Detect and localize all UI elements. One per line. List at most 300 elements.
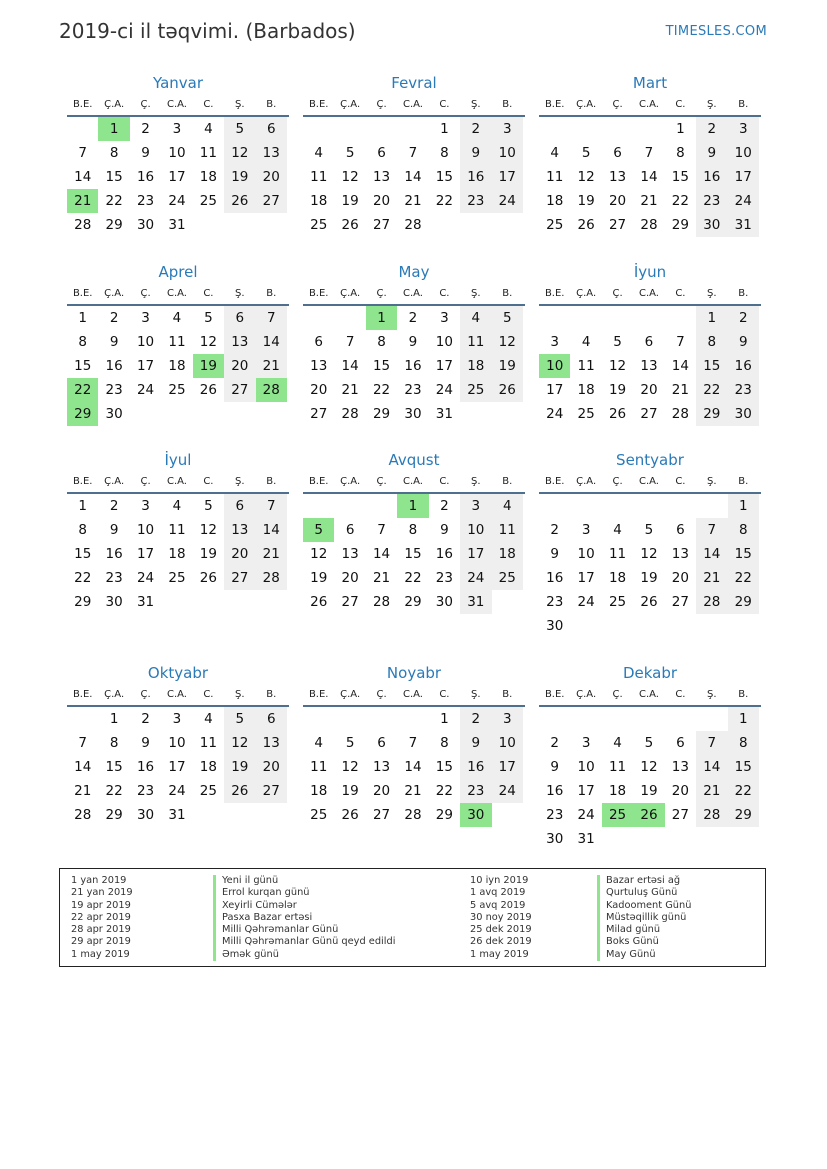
- day: 4: [492, 494, 523, 518]
- day: 6: [314, 334, 323, 350]
- legend-holiday-name: Milli Qəhrəmanlar Günü: [213, 924, 453, 936]
- day: 6: [345, 522, 355, 538]
- weekday-label: Ç.A.: [104, 476, 125, 487]
- legend-dates-right: [470, 875, 610, 961]
- day: 25: [310, 217, 328, 233]
- day: 4: [314, 145, 323, 161]
- month-name: Mart: [632, 74, 668, 92]
- day: 8: [408, 522, 418, 538]
- day: 24: [168, 783, 186, 799]
- day: 25: [608, 594, 627, 610]
- day: 8: [696, 330, 727, 354]
- month-name: Yanvar: [152, 74, 204, 92]
- weekday-header: [539, 684, 761, 707]
- day: 26: [640, 594, 658, 610]
- day: 5: [644, 522, 654, 538]
- legend-holiday-name: Kadooment Günü: [597, 900, 827, 912]
- weekday-label: C.A.: [402, 689, 423, 700]
- empty-cell: [539, 306, 570, 330]
- empty-cell: [67, 117, 98, 141]
- day: 17: [435, 358, 453, 374]
- weekday-label: B.: [738, 689, 749, 700]
- weekday-label: B.: [738, 476, 749, 487]
- day: 14: [404, 759, 422, 775]
- month-name: Noyabr: [386, 664, 442, 682]
- weekday-label: C.A.: [638, 99, 659, 110]
- day: 3: [141, 310, 150, 326]
- legend-date: 1 avq 2019: [470, 887, 526, 899]
- day: 12: [341, 759, 359, 775]
- day: 4: [613, 522, 622, 538]
- day: 10: [435, 334, 453, 350]
- empty-cell: [397, 707, 428, 731]
- legend-holiday-name: Milad günü: [597, 924, 827, 936]
- weekday-label: Ç.: [140, 99, 151, 110]
- day: 23: [105, 570, 123, 586]
- month-5: [303, 261, 525, 426]
- day: 13: [224, 330, 255, 354]
- day-grid: [539, 707, 761, 851]
- day: 6: [224, 494, 255, 518]
- empty-cell: [602, 117, 633, 141]
- brand-link[interactable]: TIMESLES.COM: [665, 24, 767, 39]
- day: 5: [613, 334, 622, 350]
- day: 14: [404, 169, 422, 185]
- day: 3: [492, 117, 523, 141]
- day: 10: [136, 522, 155, 538]
- day: 3: [440, 310, 449, 326]
- empty-cell: [633, 494, 664, 518]
- day: 4: [204, 711, 213, 727]
- legend-holiday-name: Əmək günü: [213, 949, 453, 961]
- weekday-label: C.: [439, 288, 450, 299]
- day: 9: [696, 141, 727, 165]
- day: 22: [435, 193, 453, 209]
- day: 30: [546, 831, 564, 847]
- month-12: [539, 662, 761, 851]
- holiday-day: 30: [460, 803, 491, 827]
- day: 19: [341, 783, 359, 799]
- day-grid: [67, 494, 289, 614]
- day: 17: [577, 570, 595, 586]
- day: 29: [728, 590, 759, 614]
- day: 19: [341, 193, 359, 209]
- weekday-label: Ç.A.: [340, 476, 361, 487]
- legend-holiday-name: Müstəqillik günü: [597, 912, 827, 924]
- day: 15: [728, 755, 759, 779]
- day: 18: [460, 354, 491, 378]
- legend-holiday-name: Pasxa Bazar ertəsi: [213, 912, 453, 924]
- weekday-label: B.: [266, 689, 277, 700]
- day: 23: [696, 189, 727, 213]
- month-name: Oktyabr: [147, 664, 209, 682]
- weekday-label: Ç.A.: [340, 288, 361, 299]
- day: 6: [256, 707, 287, 731]
- day: 7: [256, 306, 287, 330]
- day: 10: [168, 145, 186, 161]
- day: 14: [696, 542, 727, 566]
- day: 21: [256, 542, 287, 566]
- day: 11: [546, 169, 564, 185]
- day: 27: [671, 594, 689, 610]
- holiday-day: 1: [397, 494, 428, 518]
- day: 11: [460, 330, 491, 354]
- day: 3: [581, 735, 591, 751]
- day: 10: [168, 735, 186, 751]
- weekday-label: C.: [675, 288, 686, 299]
- day: 11: [492, 518, 523, 542]
- legend-date: 22 apr 2019: [71, 911, 131, 923]
- day: 19: [224, 755, 255, 779]
- day: 13: [256, 731, 287, 755]
- day: 29: [435, 807, 453, 823]
- weekday-label: C.A.: [638, 288, 659, 299]
- weekday-header: [303, 283, 525, 306]
- holiday-day: 1: [366, 306, 397, 330]
- month-name: İyun: [633, 263, 667, 281]
- day: 25: [310, 807, 328, 823]
- day: 12: [577, 169, 595, 185]
- weekday-label: Ş.: [707, 689, 717, 700]
- day: 11: [168, 522, 186, 538]
- day: 21: [404, 193, 422, 209]
- day: 20: [671, 783, 689, 799]
- day: 19: [310, 570, 328, 586]
- day: 19: [224, 165, 255, 189]
- empty-cell: [633, 306, 664, 330]
- holiday-day: 22: [67, 378, 98, 402]
- holiday-day: 10: [539, 354, 570, 378]
- empty-cell: [665, 306, 696, 330]
- day: 17: [168, 169, 186, 185]
- legend-date: 10 iyn 2019: [470, 875, 529, 886]
- empty-cell: [539, 494, 570, 518]
- day: 1: [109, 711, 119, 727]
- weekday-label: Ç.: [612, 476, 623, 487]
- day: 7: [256, 494, 287, 518]
- day: 29: [105, 217, 123, 233]
- day: 6: [644, 334, 654, 350]
- day: 11: [608, 759, 627, 775]
- day: 20: [310, 382, 328, 398]
- day: 22: [728, 566, 759, 590]
- day: 25: [546, 217, 564, 233]
- weekday-label: Ç.: [140, 288, 151, 299]
- day: 26: [341, 807, 359, 823]
- day: 18: [199, 759, 217, 775]
- month-name: İyul: [164, 451, 192, 469]
- day: 22: [372, 382, 391, 398]
- weekday-header: [539, 283, 761, 306]
- empty-cell: [397, 117, 428, 141]
- day: 23: [460, 779, 491, 803]
- day: 28: [341, 406, 359, 422]
- day: 6: [256, 117, 287, 141]
- day: 12: [199, 334, 217, 350]
- day: 9: [109, 334, 119, 350]
- weekday-label: Ç.A.: [340, 689, 361, 700]
- day: 20: [372, 193, 391, 209]
- day: 10: [577, 546, 595, 562]
- month-name: Fevral: [391, 74, 437, 92]
- day: 17: [460, 542, 491, 566]
- day: 28: [696, 590, 727, 614]
- day: 14: [671, 358, 689, 374]
- day: 3: [141, 498, 150, 514]
- empty-cell: [570, 117, 601, 141]
- day: 5: [345, 735, 355, 751]
- weekday-label: Ş.: [707, 288, 717, 299]
- weekday-label: Ş.: [235, 689, 245, 700]
- empty-cell: [570, 306, 601, 330]
- day: 19: [577, 193, 595, 209]
- empty-cell: [303, 707, 334, 731]
- legend-date: 1 may 2019: [470, 948, 529, 960]
- empty-cell: [696, 494, 727, 518]
- day: 9: [109, 522, 119, 538]
- day: 12: [608, 358, 627, 374]
- empty-cell: [334, 306, 365, 330]
- empty-cell: [366, 494, 397, 518]
- day: 16: [460, 165, 491, 189]
- day: 31: [460, 590, 491, 614]
- day: 16: [105, 358, 123, 374]
- day: 12: [341, 169, 359, 185]
- month-11: [303, 662, 525, 827]
- weekday-label: Ç.: [612, 99, 623, 110]
- weekday-label: C.A.: [166, 288, 187, 299]
- day: 12: [310, 546, 328, 562]
- weekday-label: C.: [439, 476, 450, 487]
- day: 22: [105, 193, 123, 209]
- day: 21: [696, 779, 727, 803]
- day: 1: [78, 310, 87, 326]
- weekday-label: Ç.A.: [576, 476, 597, 487]
- day: 28: [74, 807, 92, 823]
- day: 16: [435, 546, 453, 562]
- legend-date: 1 yan 2019: [71, 875, 127, 886]
- day: 13: [671, 546, 689, 562]
- holiday-day: 25: [602, 803, 633, 827]
- day: 13: [372, 759, 391, 775]
- day: 4: [581, 334, 591, 350]
- day: 9: [141, 145, 150, 161]
- weekday-label: C.A.: [166, 689, 187, 700]
- day: 7: [408, 145, 418, 161]
- day: 19: [640, 783, 658, 799]
- day: 8: [78, 334, 87, 350]
- day: 2: [728, 306, 759, 330]
- day: 16: [404, 358, 422, 374]
- day: 19: [640, 570, 658, 586]
- day: 5: [644, 735, 654, 751]
- weekday-label: Ç.: [376, 99, 387, 110]
- day: 24: [136, 382, 155, 398]
- day: 2: [460, 117, 491, 141]
- weekday-label: B.: [266, 476, 277, 487]
- day: 30: [435, 594, 453, 610]
- weekday-label: C.A.: [166, 99, 187, 110]
- empty-cell: [570, 707, 601, 731]
- day: 16: [136, 169, 155, 185]
- weekday-label: Ş.: [235, 476, 245, 487]
- day: 23: [136, 783, 155, 799]
- empty-cell: [334, 707, 365, 731]
- day: 5: [224, 707, 255, 731]
- day: 22: [435, 783, 453, 799]
- month-3: [539, 72, 761, 237]
- weekday-header: [67, 283, 289, 306]
- day: 10: [577, 759, 595, 775]
- weekday-label: Ş.: [471, 476, 481, 487]
- weekday-label: Ş.: [471, 689, 481, 700]
- day: 12: [492, 330, 523, 354]
- day: 8: [440, 145, 449, 161]
- day: 31: [577, 831, 595, 847]
- day: 21: [404, 783, 422, 799]
- weekday-label: C.: [203, 288, 214, 299]
- day: 15: [671, 169, 689, 185]
- day: 20: [608, 193, 627, 209]
- day: 28: [256, 566, 287, 590]
- legend-date: 19 apr 2019: [71, 899, 131, 911]
- day: 13: [256, 141, 287, 165]
- day: 21: [341, 382, 359, 398]
- weekday-label: B.E.: [544, 99, 565, 110]
- day: 30: [105, 594, 123, 610]
- day: 27: [341, 594, 359, 610]
- weekday-label: B.: [502, 476, 513, 487]
- empty-cell: [665, 494, 696, 518]
- legend-date: 1 may 2019: [71, 948, 130, 960]
- day: 11: [310, 759, 328, 775]
- day: 6: [676, 522, 685, 538]
- day: 17: [492, 165, 523, 189]
- day: 12: [640, 759, 658, 775]
- day: 2: [460, 707, 491, 731]
- day: 30: [728, 402, 759, 426]
- weekday-label: C.: [675, 99, 686, 110]
- day: 22: [74, 570, 92, 586]
- empty-cell: [334, 117, 365, 141]
- day: 3: [460, 494, 491, 518]
- day: 24: [577, 807, 595, 823]
- month-4: [67, 261, 289, 426]
- day: 30: [546, 618, 564, 634]
- day: 2: [696, 117, 727, 141]
- weekday-label: B.E.: [72, 476, 93, 487]
- day: 28: [404, 807, 422, 823]
- day: 30: [105, 406, 123, 422]
- day: 19: [608, 382, 627, 398]
- day: 31: [435, 406, 453, 422]
- legend-date: 5 avq 2019: [470, 899, 526, 911]
- day-grid: [539, 117, 761, 237]
- day: 2: [408, 310, 418, 326]
- day: 12: [224, 141, 255, 165]
- day-grid: [67, 707, 289, 827]
- month-name: Avqust: [388, 451, 440, 469]
- day: 8: [440, 735, 449, 751]
- weekday-label: B.E.: [308, 689, 329, 700]
- day: 28: [640, 217, 658, 233]
- day: 12: [640, 546, 658, 562]
- day: 25: [577, 406, 595, 422]
- weekday-label: C.A.: [638, 689, 659, 700]
- weekday-label: B.: [266, 288, 277, 299]
- day: 16: [136, 759, 155, 775]
- legend-holiday-name: Xeyirli Cümələr: [213, 900, 453, 912]
- day: 8: [109, 735, 119, 751]
- day: 14: [341, 358, 359, 374]
- weekday-label: B.: [738, 288, 749, 299]
- legend-holiday-name: Milli Qəhrəmanlar Günü qeyd edildi: [213, 936, 453, 948]
- day: 26: [224, 779, 255, 803]
- weekday-label: B.: [738, 99, 749, 110]
- weekday-header: [303, 94, 525, 117]
- day-grid: [303, 707, 525, 827]
- empty-cell: [366, 117, 397, 141]
- legend-date: 25 dek 2019: [470, 924, 532, 936]
- day-grid: [303, 117, 525, 237]
- day: 29: [696, 402, 727, 426]
- day: 16: [728, 354, 759, 378]
- day: 5: [204, 498, 213, 514]
- day: 17: [136, 358, 155, 374]
- day: 23: [435, 570, 453, 586]
- day: 25: [168, 382, 186, 398]
- day: 24: [577, 594, 595, 610]
- day: 13: [608, 169, 627, 185]
- day: 14: [256, 330, 287, 354]
- weekday-label: Ç.A.: [576, 288, 597, 299]
- day: 16: [460, 755, 491, 779]
- weekday-label: B.: [502, 99, 513, 110]
- day: 3: [492, 707, 523, 731]
- day: 13: [640, 358, 658, 374]
- empty-cell: [366, 707, 397, 731]
- day: 11: [199, 145, 217, 161]
- day: 10: [460, 518, 491, 542]
- weekday-label: Ç.: [376, 288, 387, 299]
- month-name: Sentyabr: [616, 451, 684, 469]
- day: 5: [581, 145, 591, 161]
- weekday-label: B.E.: [544, 476, 565, 487]
- empty-cell: [696, 707, 727, 731]
- day: 17: [728, 165, 759, 189]
- day: 28: [74, 217, 92, 233]
- weekday-label: Ç.A.: [340, 99, 361, 110]
- day: 27: [372, 807, 391, 823]
- day: 14: [74, 759, 92, 775]
- month-8: [303, 449, 525, 614]
- weekday-label: C.: [203, 476, 214, 487]
- empty-cell: [570, 494, 601, 518]
- day: 7: [696, 518, 727, 542]
- day: 26: [310, 594, 328, 610]
- weekday-header: [67, 684, 289, 707]
- empty-cell: [67, 707, 98, 731]
- holiday-day: 19: [193, 354, 224, 378]
- day: 18: [492, 542, 523, 566]
- day: 27: [608, 217, 627, 233]
- day: 24: [435, 382, 453, 398]
- day: 25: [492, 566, 523, 590]
- day: 8: [728, 731, 759, 755]
- weekday-label: Ç.: [612, 288, 623, 299]
- day: 22: [671, 193, 689, 209]
- day: 3: [581, 522, 591, 538]
